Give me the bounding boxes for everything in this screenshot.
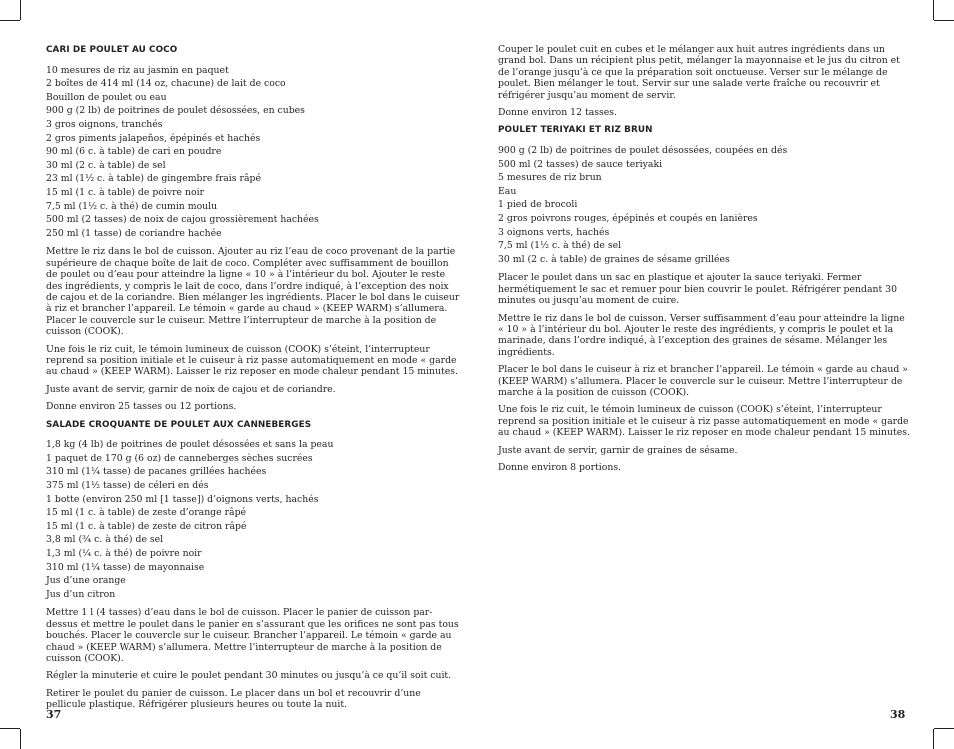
crop-mark [0,728,20,729]
crop-mark [20,0,21,20]
ingredient: 90 ml (6 c. à table) de cari en poudre [46,146,222,158]
ingredient: 1 pied de brocoli [498,199,578,211]
ingredient: 3,8 ml (¾ c. à thé) de sel [46,534,164,546]
crop-mark [934,728,954,729]
recipe-title: CARI DE POULET AU COCO [46,45,178,55]
instruction-paragraph: Placer le bol dans le cuiseur à riz et brancher l’appareil. Le témoin « garde au chaud » (KEEP WARM) s’allumera. Placer le couvercle sur le cuiseur. Mettre l’interrupteur de marche à la position de cuisson (COOK). [498,364,908,399]
ingredient-list [46,438,461,601]
ingredient-list [46,64,461,241]
instruction-paragraph: Une fois le riz cuit, le témoin lumineux de cuisson (COOK) s’éteint, l’interrupteur reprend sa position initiale et le cuiseur à riz passe automatiquement en mode « garde au chaud » (KEEP WARM). Laisser le riz reposer en mode chaleur pendant 15 minutes. [46,343,458,378]
ingredient: 30 ml (2 c. à table) de graines de sésame grillées [498,253,730,265]
ingredient: 30 ml (2 c. à table) de sel [46,159,166,171]
crop-mark [933,729,934,749]
instruction-paragraph: Placer le poulet dans un sac en plastique et ajouter la sauce teriyaki. Fermer hermétiquement le sac et remuer pour bien couvrir le poulet. Réfrigérer pendant 30 minutes ou jusqu’au moment de cuire. [498,272,898,307]
ingredient: 15 ml (1 c. à table) de poivre noir [46,186,205,198]
crop-mark [934,20,954,21]
ingredient: 900 g (2 lb) de poitrines de poulet désossées, coupées en dés [498,145,788,157]
instruction-paragraph: Couper le poulet cuit en cubes et le mélanger aux huit autres ingrédients dans un grand bol. Dans un récipient plus petit, mélanger la mayonnaise et le jus du citron et de l’orange jusqu’à ce que la préparation soit onctueuse. Verser sur le mélange de poulet. Bien mélanger le tout. Servir sur une salade verte fraîche ou recouvrir et réfrigérer jusqu’au moment de servir. [498,44,900,101]
ingredient: 10 mesures de riz au jasmin en paquet [46,64,229,76]
right-page-column [498,44,912,479]
instruction-paragraph: Mettre le riz dans le bol de cuisson. Verser suffisamment d’eau pour atteindre la ligne « 10 » à l’intérieur du bol. Ajouter le reste des ingrédients, y compris le poulet et la marinade, dans l’ordre indiqué, à l’exception des graines de sésame. Mélanger les ingrédients. [498,312,905,358]
ingredient: Eau [498,185,517,197]
ingredient: 375 ml (1½ tasse) de céleri en dés [46,479,209,491]
ingredient: 15 ml (1 c. à table) de zeste de citron râpé [46,520,247,532]
ingredient: 1 paquet de 170 g (6 oz) de canneberges sèches sucrées [46,452,313,464]
instruction-paragraph: Juste avant de servir, garnir de graines de sésame. [498,444,738,456]
instruction-paragraph: Mettre 1 l (4 tasses) d’eau dans le bol de cuisson. Placer le panier de cuisson par-dessus et mettre le poulet dans le panier en s’assurant que les orifices ne sont pas tous bouchés. Placer le couvercle sur le cuiseur. Brancher l’appareil. Le témoin « garde au chaud » (KEEP WARM) s’allumera. Mettre l’interrupteur de marche à la position de cuisson (COOK). [46,607,459,664]
ingredient: 7,5 ml (1½ c. à thé) de cumin moulu [46,200,218,212]
yield-text: Donne environ 25 tasses ou 12 portions. [46,401,237,413]
page-number-left: 37 [46,708,62,721]
ingredient-list [498,144,912,266]
instruction-paragraph: Une fois le riz cuit, le témoin lumineux de cuisson (COOK) s’éteint, l’interrupteur reprend sa position initiale et le cuiseur à riz passe automatiquement en mode « garde au chaud » (KEEP WARM). Laisser le riz reposer en mode chaleur pendant 15 minutes. [498,404,910,439]
ingredient: 23 ml (1½ c. à table) de gingembre frais râpé [46,173,261,185]
ingredient: 2 boîtes de 414 ml (14 oz, chacune) de lait de coco [46,78,286,90]
ingredient: 310 ml (1¼ tasse) de pacanes grillées hachées [46,466,267,478]
instruction-paragraph: Régler la minuterie et cuire le poulet pendant 30 minutes ou jusqu’à ce qu’il soit cuit. [46,670,452,682]
crop-mark [933,0,934,20]
ingredient: 15 ml (1 c. à table) de zeste d’orange râpé [46,507,247,519]
instruction-paragraph: Juste avant de servir, garnir de noix de cajou et de coriandre. [46,383,336,395]
ingredient: 900 g (2 lb) de poitrines de poulet désossées, en cubes [46,105,305,117]
ingredient: 3 oignons verts, hachés [498,226,610,238]
crop-mark [20,729,21,749]
ingredient: Bouillon de poulet ou eau [46,91,167,103]
ingredient: Jus d’une orange [46,575,126,587]
instruction-paragraph: Retirer le poulet du panier de cuisson. Le placer dans un bol et recouvrir d’une pellicule plastique. Réfrigérer plusieurs heures ou toute la nuit. [46,687,421,711]
ingredient: 1,8 kg (4 lb) de poitrines de poulet désossées et sans la peau [46,439,334,451]
recipe-title: SALADE CROQUANTE DE POULET AUX CANNEBERGES [46,419,312,430]
yield-text: Donne environ 8 portions. [498,462,622,474]
crop-mark [0,20,20,21]
ingredient: 500 ml (2 tasses) de noix de cajou grossièrement hachées [46,214,319,226]
page-number-right: 38 [890,708,906,721]
ingredient: 2 gros poivrons rouges, épépinés et coupés en lanières [498,213,758,224]
ingredient: 7,5 ml (1½ c. à thé) de sel [498,240,622,252]
ingredient: 250 ml (1 tasse) de coriandre hachée [46,227,222,239]
ingredient: Jus d’un citron [46,588,116,600]
ingredient: 310 ml (1¼ tasse) de mayonnaise [46,561,205,573]
left-page-column [46,44,461,717]
recipe-title: POULET TERIYAKI ET RIZ BRUN [498,125,653,136]
ingredient: 1,3 ml (¼ c. à thé) de poivre noir [46,547,202,559]
ingredient: 2 gros piments jalapeños, épépinés et hachés [46,132,261,144]
instruction-paragraph: Mettre le riz dans le bol de cuisson. Ajouter au riz l’eau de coco provenant de la partie supérieure de chaque boîte de lait de coco. Compléter avec suffisamment de bouillon de poulet ou d’eau pour atteindre la ligne « 10 » à l’intérieur du bol. Ajouter le reste des ingrédients, y compris le lait de coco, dans l’ordre indiqué, à l’exception des noix de cajou et de la coriandre. Bien mélanger les ingrédients. Placer le bol dans le cuiseur à riz et brancher l’appareil. Le témoin « garde au chaud » (KEEP WARM) s’allumera. Placer le couvercle sur le cuiseur. Mettre l’interrupteur de marche à la position de cuisson (COOK). [46,246,460,338]
ingredient: 3 gros oignons, tranchés [46,118,163,130]
ingredient: 500 ml (2 tasses) de sauce teriyaki [498,158,663,170]
ingredient: 5 mesures de riz brun [498,172,602,184]
yield-text: Donne environ 12 tasses. [498,107,618,119]
ingredient: 1 botte (environ 250 ml [1 tasse]) d’oignons verts, hachés [46,493,319,505]
